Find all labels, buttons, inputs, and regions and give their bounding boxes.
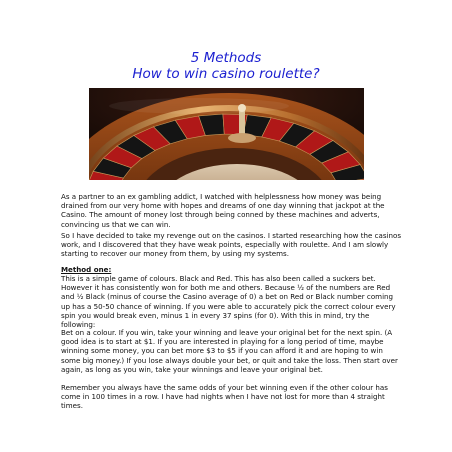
revenge-paragraph	[61, 231, 403, 259]
method-one-paragraph-3	[61, 383, 403, 411]
method-one-text-3: Remember you always have the same odds of your bet winning even if the other colour has come in 100 times in a row. I have had nights when I have not lost for more than 4 straight times.	[61, 383, 388, 411]
method-one-heading: Method one:	[61, 265, 112, 274]
revenge-text: So I have decided to take my revenge out on the casinos. I started researching how the casinos work, and I discovered that they have weak points, especially with roulette. And I am slowly starting to recover our money from them, by using my systems.	[61, 231, 402, 259]
method-one-paragraph-2	[61, 328, 403, 374]
intro-paragraph	[61, 192, 403, 229]
roulette-wheel-photo	[89, 88, 364, 180]
method-one-text-1: This is a simple game of colours. Black and Red. This has also been called a suckers bet. However it has consistently won for both me and others. Because ½ of the numbers are Red and ½ Black (minus of course the Casino average of 0) a bet on Red or Black number coming up has a 50-50 chance of winning. If you were able to accurately pick the correct colour every spin you would break even, minus 1 in every 37 spins (for 0). With this in mind, try the following:	[61, 274, 396, 330]
method-one-paragraph-1	[61, 274, 403, 329]
intro-text: As a partner to an ex gambling addict, I watched with helplessness how money was being drained from our very home with hopes and dreams of one day winning that jackpot at the Casino. The amount of money lost through being conned by these machines and adverts, convincing us that we can win.	[61, 192, 385, 229]
title-line-2: How to win casino roulette?	[132, 66, 320, 82]
method-one-text-2: Bet on a colour. If you win, take your winning and leave your original bet for the next spin. (A good idea is to start at $1. If you are interested in playing for a long period of time, maybe winning some money, you can bet more $3 to $5 if you can afford it and are hoping to win some big money.) If you lose always double your bet, or quit and take the loss. Then start over again, as long as you win, take your winnings and leave your original bet.	[61, 328, 398, 374]
title-line-1: 5 Methods	[190, 50, 262, 66]
